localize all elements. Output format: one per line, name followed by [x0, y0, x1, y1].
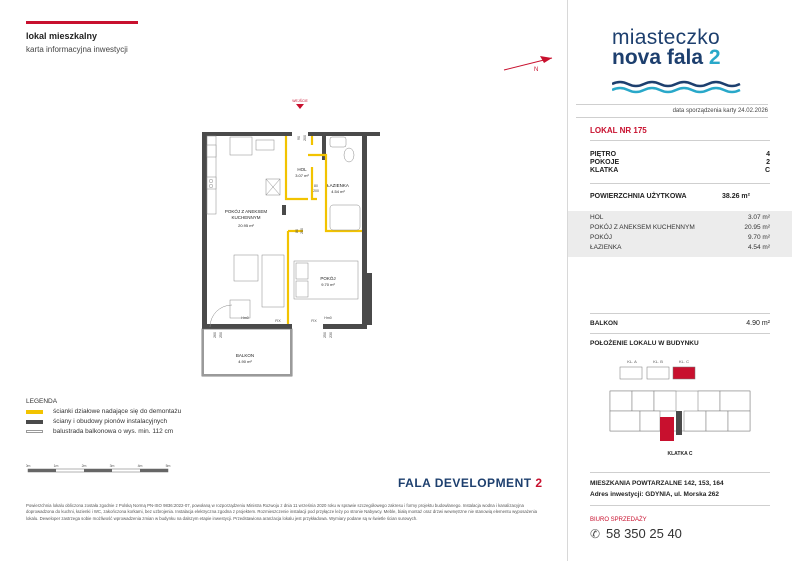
rooms-count-row: POKOJE 2 — [590, 159, 770, 166]
legend-title: LEGENDA — [26, 398, 58, 405]
room-row: HOL 3.07 m² — [590, 214, 770, 221]
door-hol-height: 200 — [303, 135, 307, 141]
divider-location — [590, 333, 770, 334]
window-dim-b: 250 — [219, 332, 223, 338]
investment-units: MIESZKANIA POWTARZALNE 142, 153, 164 — [590, 480, 724, 487]
rooms-count-value: 2 — [766, 159, 770, 166]
document-title: lokal mieszkalny — [26, 31, 98, 41]
footnote: Powierzchnia lokalu obliczona została zgodnie z Polską Normą PN-ISO 9836:2022-07, powołaną w rozporządzeniu Ministra Rozwoju z dnia 11 września 2020 roku w sprawie szczegółowego zakresu i formy projektu budowlanego. Instalacja wodna i kanalizacyjna doprowadzona do kuchni, łazienki i WC, zakończona korkami, bez uzbrojenia. Instalacja elektryczna zgodna z projektem. Rozmieszczenie instalacji pod przyłącze leży po stronie Nabywcy. Meble, białą montaż oraz drzwi wewnętrzne nie stanowią elementu wyposażenia lokalu. Deweloper zastrzega sobie możliwość wprowadzenia zmian w budynku na dalszym etapie inwestycji. Przedstawiona aranżacja lokalu jest przykładowa. Wymiary podane są w świetle ścian surowych. — [26, 503, 538, 521]
divider-balcony — [590, 313, 770, 314]
door-room-height: 200 — [300, 228, 304, 234]
scale-label-2: 2m — [81, 464, 87, 468]
kitchen-counter — [207, 136, 274, 214]
location-caption: KLATKA C — [667, 451, 693, 455]
usable-area-value: 38.26 m² — [721, 193, 750, 200]
stair-label-a: KL. A — [627, 359, 637, 364]
hm-label-2: Hm0 — [324, 316, 332, 320]
living-label-1: POKÓJ Z ANEKSEM — [224, 209, 268, 214]
hol-label: HOL — [297, 167, 307, 172]
room-row: POKÓJ 9.70 m² — [590, 234, 770, 241]
room-row: POKÓJ Z ANEKSEM KUCHENNYM 20.95 m² — [590, 224, 770, 231]
north-label: N — [534, 67, 539, 73]
investment-address: Adres inwestycji: GDYNIA, ul. Morska 262 — [590, 491, 719, 498]
brand-line-2: nova fala 2 — [612, 46, 721, 69]
fix-label-2: FIX — [311, 319, 317, 323]
door-bath-width: 80 — [314, 184, 318, 188]
floor-value: 4 — [766, 151, 770, 158]
divider-date — [576, 117, 768, 118]
divider-unit — [590, 140, 770, 141]
stair-label-c: KL. C — [678, 359, 690, 364]
stair-c-highlight — [673, 367, 695, 379]
entry-arrow-icon — [296, 104, 304, 109]
balcony-row: BALKON 4.90 m² — [590, 320, 770, 327]
balcony-value: 4.90 m² — [746, 320, 770, 327]
door-hol-width: 90 — [297, 136, 301, 140]
unit-number: LOKAL NR 175 — [590, 126, 647, 135]
scale-label-1: 1m — [53, 464, 59, 468]
room-row: ŁAZIENKA 4.54 m² — [590, 244, 770, 251]
legend-swatch-gray — [26, 430, 43, 433]
sales-office-label: BIURO SPRZEDAŻY — [590, 517, 647, 523]
sales-phone[interactable]: 58 350 25 40 — [606, 526, 682, 541]
legend-swatch-yellow — [26, 410, 43, 414]
hm-label-1: Hm0 — [241, 316, 249, 320]
scale-label-5: 5m — [165, 464, 171, 468]
fix-label-1: FIX — [275, 319, 281, 323]
floor-plan — [190, 95, 400, 395]
divider-investment — [590, 472, 770, 473]
scale-label-0: 0m — [26, 464, 31, 468]
living-area: 20.95 m² — [238, 223, 254, 228]
living-label-2: KUCHENNYM — [231, 215, 261, 220]
legend-swatch-dark — [26, 420, 43, 424]
brand-line-1: miasteczko — [612, 26, 721, 49]
balcony-plan-label: BALKON — [235, 353, 255, 358]
divider-sales — [590, 505, 770, 506]
door-bath-height: 200 — [313, 189, 319, 193]
scale-bar — [26, 462, 176, 478]
north-arrow-icon — [500, 50, 560, 76]
scale-label-4: 4m — [137, 464, 143, 468]
balcony-door-swing — [210, 305, 232, 327]
room-label: POKÓJ — [320, 276, 336, 281]
building-location-plan — [600, 355, 760, 455]
stair-row: KLATKA C — [590, 167, 770, 174]
scale-label-3: 3m — [109, 464, 115, 468]
card-date: data sporządzenia karty 24.02.2026 — [672, 108, 768, 114]
balcony-plan-area: 4.90 m² — [238, 359, 252, 364]
document-subtitle: karta informacyjna inwestycji — [26, 45, 128, 54]
bath-area: 4.54 m² — [331, 189, 345, 194]
floor-row: PIĘTRO 4 — [590, 151, 770, 158]
developer-logo: FALA DEVELOPMENT 2 — [398, 476, 543, 490]
phone-icon: ✆ — [590, 527, 601, 541]
stair-label-b: KL. B — [653, 359, 663, 364]
window-dim-c: 250 — [323, 332, 327, 338]
hol-area: 3.07 m² — [295, 173, 309, 178]
column-divider — [567, 0, 568, 561]
entry-label: WEJŚCIE — [292, 99, 308, 103]
location-title: POŁOŻENIE LOKALU W BUDYNKU — [590, 340, 699, 347]
unit-highlight — [660, 417, 674, 441]
hall-wardrobe — [266, 179, 280, 195]
room-area: 9.70 m² — [321, 282, 335, 287]
divider-area — [590, 183, 770, 184]
bath-label: ŁAZIENKA — [327, 183, 349, 188]
door-room-width: 80 — [295, 229, 299, 233]
stair-value: C — [764, 167, 770, 174]
window-dim-d: 230 — [329, 332, 333, 338]
divider-top — [576, 104, 768, 105]
living-furniture — [230, 255, 284, 318]
header-accent-bar — [26, 21, 138, 24]
window-dim-a: 260 — [213, 332, 217, 338]
usable-area-row: POWIERZCHNIA UŻYTKOWA 38.26 m² — [590, 193, 750, 200]
brand-waves-icon — [612, 80, 742, 94]
